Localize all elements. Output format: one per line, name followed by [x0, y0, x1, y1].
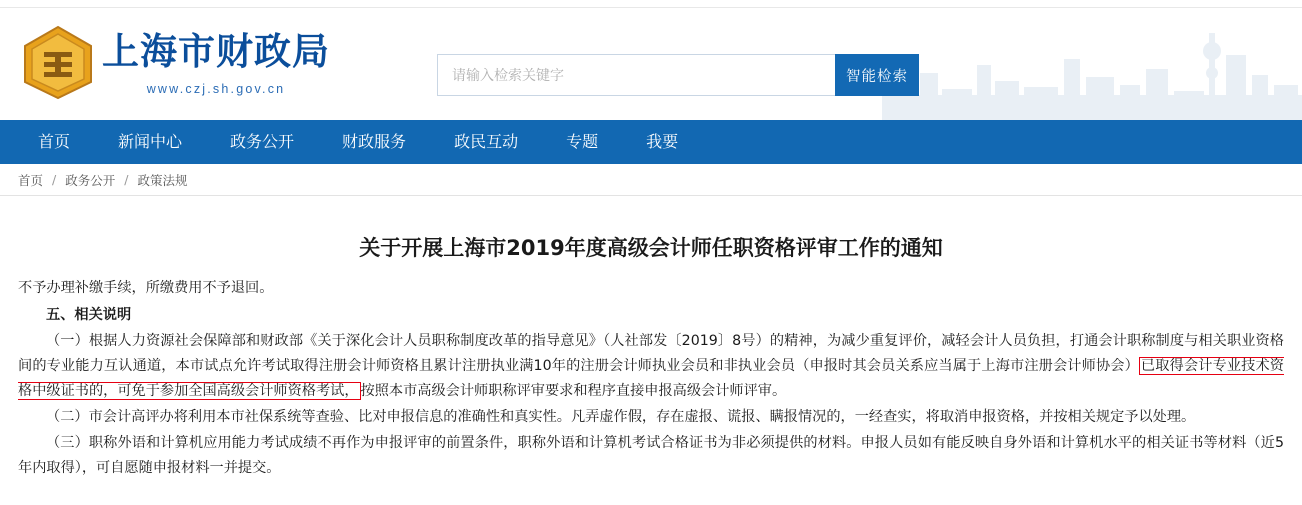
main-navigation	[0, 120, 1302, 164]
site-logo-text	[102, 24, 330, 96]
nav-item-news-center[interactable]: 新闻中心	[118, 132, 183, 151]
breadcrumb	[0, 164, 1302, 196]
article-body	[18, 280, 1284, 481]
nav-item-home[interactable]: 首页	[38, 132, 71, 151]
site-logo[interactable]	[22, 24, 330, 100]
search-input[interactable]	[437, 54, 835, 96]
breadcrumb-separator: /	[52, 172, 57, 187]
section-heading-five: 五、相关说明	[46, 307, 132, 323]
site-title: 上海市财政局	[102, 30, 330, 73]
paragraph-one-part-two: 按照本市高级会计师职称评审要求和程序直接申报高级会计师评审。	[360, 383, 787, 399]
article	[0, 232, 1302, 481]
smart-search-button[interactable]: 智能检索	[835, 54, 919, 96]
nav-item-public-interaction[interactable]: 政民互动	[454, 132, 519, 151]
nav-item-topics[interactable]: 专题	[566, 132, 599, 151]
site-header	[0, 8, 1302, 120]
nav-item-finance-services[interactable]: 财政服务	[342, 132, 407, 151]
shanghai-finance-bureau-emblem-icon	[22, 24, 94, 100]
breadcrumb-separator: /	[124, 172, 129, 187]
search-box[interactable]	[437, 54, 919, 96]
paragraph-two: （二）市会计高评办将利用本市社保系统等查验、比对申报信息的准确性和真实性。凡弄虚作假，存在虚报、谎报、瞒报情况的，一经查实，将取消申报资格，并按相关规定予以处理。	[46, 409, 1196, 425]
page-title: 关于开展上海市2019年度高级会计师任职资格评审工作的通知	[359, 236, 943, 260]
nav-item-i-want-to[interactable]: 我要	[646, 132, 679, 151]
paragraph-one	[18, 329, 1284, 404]
clipped-previous-line	[18, 280, 1284, 301]
breadcrumb-item-home[interactable]: 首页	[18, 172, 44, 188]
nav-item-government-affairs[interactable]: 政务公开	[230, 132, 295, 151]
skyline-decoration-icon	[882, 25, 1302, 120]
site-url: www.czj.sh.gov.cn	[146, 82, 286, 96]
paragraph-one-part-one: （一）根据人力资源社会保障部和财政部《关于深化会计人员职称制度改革的指导意见》（人社部发〔2019〕8号）的精神，为减少重复评价，减轻会计人员负担，打通会计职称制度与相关职业资格间的专业能力互认通道，本市试点允许考试取得注册会计师资格且累计注册执业满10年的注册会计师执业会员和非执业会员（申报时其会员关系应当属于上海市注册会计师协会）	[18, 333, 1284, 374]
breadcrumb-item-government-affairs[interactable]: 政务公开	[65, 172, 116, 188]
top-strip	[0, 0, 1302, 8]
highlighted-clause: 已取得会计专业技术资格中级证书的，可免于参加全国高级会计师资格考试，	[18, 358, 1284, 399]
breadcrumb-item-policy-regulations[interactable]: 政策法规	[137, 172, 188, 188]
paragraph-three: （三）职称外语和计算机应用能力考试成绩不再作为申报评审的前置条件，职称外语和计算机考试合格证书为非必须提供的材料。申报人员如有能反映自身外语和计算机水平的相关证书等材料（近5年内取得），可自愿随申报材料一并提交。	[18, 435, 1284, 476]
clipped-previous-line-text: 不予办理补缴手续，所缴费用不予退回。	[18, 280, 274, 296]
